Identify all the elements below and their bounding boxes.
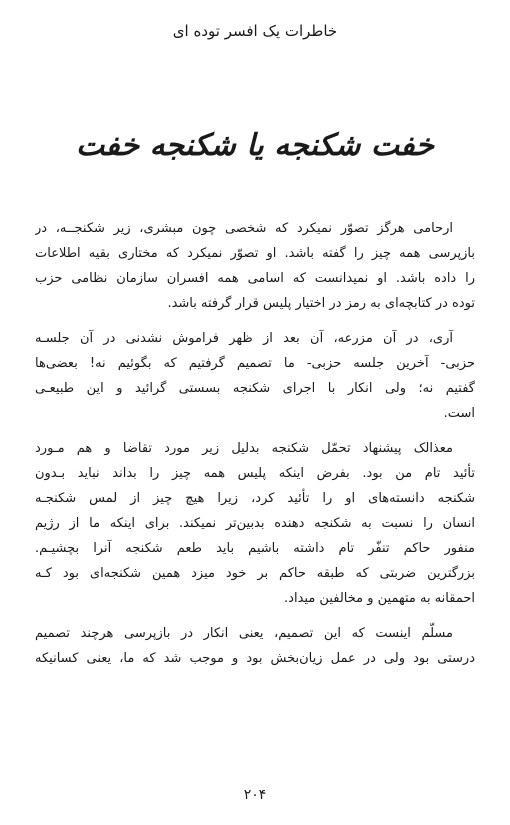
text-line: را داده باشد. او نمیدانست که اسامی همه افسران سازمان نظامی حزب (35, 271, 475, 286)
text-line: منفور حاکم تنفّر تام داشته باشیم باید طعم شکنجه آنرا بچشیـم. (35, 541, 475, 556)
page-number: ۲۰۴ (243, 787, 267, 803)
text-line: معذالک پیشنهاد تحمّل شکنجه بدلیل زیر مورد تقاضا و هم مـورد (35, 441, 453, 456)
paragraph-3 (35, 436, 475, 611)
text-line: مسلّم اینست که این تصمیم، یعنی انکار در بازپرسی هرچند تصمیم (35, 626, 453, 641)
text-line: بازپرسی همه چیز را گفته باشد. او تصوّر نمیکرد که مختاری بقیه اطلاعات (35, 246, 475, 261)
text-line: انسان را نسبت به شکنجه دهنده بدبین‌تر نمیکند. برای اینکه ما از رژیم (35, 516, 475, 531)
text-line: است. (443, 406, 475, 421)
paragraph-2 (35, 326, 475, 426)
text-line: آری، در آن مزرعه، آن بعد از ظهر فراموش نشدنی در آن جلسـه (35, 331, 453, 346)
text-line: گفتیم نه؛ ولی انکار با اجرای شکنجه بسستی گرائید و این طبیعـی (35, 381, 475, 396)
text-line: ارحامی هرگز تصوّر نمیکرد که شخصی چون مبشری، زیر شکنجــه، در (35, 221, 453, 236)
body-text (35, 216, 475, 681)
text-line: بزرگترین ضربتی که طبقه حاکم بر خود میزد همین شکنجه‌ای بود کـه (35, 566, 475, 581)
text-line: توده در کتابچه‌ای به رمز در اختیار پلیس قرار گرفته باشد. (167, 296, 475, 311)
chapter-title: خفت شکنجه یا شکنجه خفت (75, 128, 435, 163)
paragraph-4 (35, 621, 475, 671)
text-line: درستی بود ولی در عمل زیان‌بخش بود و موجب شد که ما، یعنی کسانیکه (35, 651, 475, 666)
text-line: تأئید تام من بود. بفرض اینکه پلیس همه چیز را بداند نباید بـدون (35, 466, 475, 481)
text-line: احمقانه به متهمین و مخالفین میداد. (284, 591, 475, 606)
text-line: حزبی- آخرین جلسه حزبی- ما تصمیم گرفتیم که بگوئیم نه! بعضی‌ها (35, 356, 475, 371)
running-head: خاطرات یک افسر توده ای (172, 22, 338, 40)
text-line: شکنجه دانسته‌های او را تأئید کرد، زیرا هیچ چیز از لمس شکنجـه (35, 491, 475, 506)
paragraph-1 (35, 216, 475, 316)
